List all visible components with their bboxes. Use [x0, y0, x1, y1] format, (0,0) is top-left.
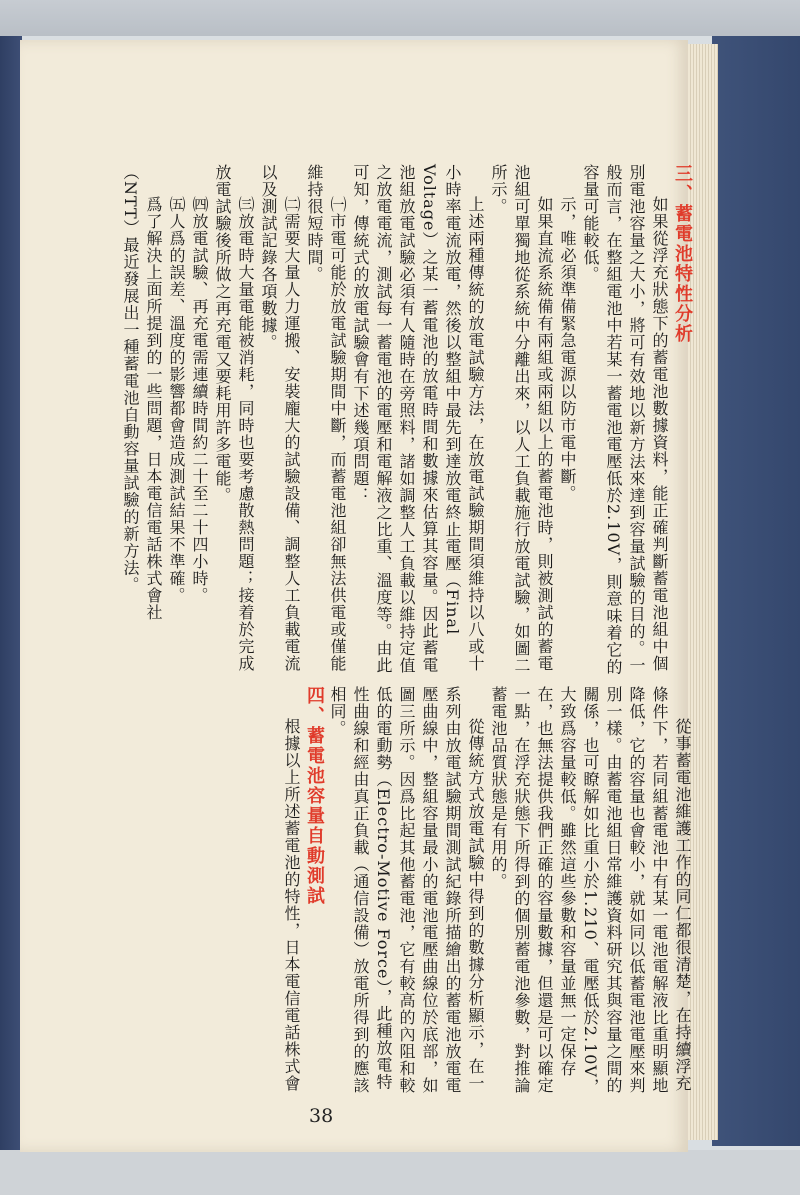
left-paragraph-1: 示，唯必須準備緊急電源以防市電中斷。: [558, 196, 577, 502]
left-paragraph-5: ㈡需要大量人力運搬、安裝龐大的試驗設備、調整人工負載電流以及測試記錄各項數據。: [259, 164, 301, 672]
left-paragraph-6: ㈢放電時大量電能被消耗，同時也要考慮散熱問題；接着於完成放電試驗後所做之再充電又要耗用許多電能。: [213, 164, 255, 672]
left-paragraph-2: 如果直流系統備有兩組或兩組以上的蓄電池時，則被測試的蓄電池組可單獨地從系統中分離出來，以人工負載施行放電試驗，如圖二所示。: [489, 164, 554, 674]
scan-top-band: [0, 0, 800, 36]
section3-paragraph-2: 從事蓄電池維護工作的同仁都很清楚，在持續浮充條件下，若同組蓄電池中有某一電池電解液比重明顯地降低，它的容量也會較小，就如同以低蓄電池電壓來判別一樣。由蓄電池組日常維護資料研究其與容量之間的關係，也可瞭解如比重小於1.210、電壓低於2.10V，大致爲容量較低。雖然這些參數和容量並無一定保存在，也無法提供我們正確的容量數據，但還是可以確定一點，在浮充狀態下所得到的個別蓄電池參數，對推論蓄電池品質狀態是有用的。: [489, 686, 692, 1095]
section3-heading: 三、蓄電池特性分析: [672, 164, 693, 344]
left-paragraph-4: ㈠市電可能於放電試驗期間中斷，而蓄電池組卻無法供電或僅能維持很短時間。: [305, 164, 347, 672]
section3-paragraph-1: 如果從浮充狀態下的蓄電池數據資料，能正確判斷蓄電池組中個別電池容量之大小，將可有效地以新方法來達到容量試驗的目的。一般而言，在整組電池中若某一蓄電池電壓低於2.10V，則意味着它的容量可能較低。: [581, 164, 669, 676]
left-paragraph-9: 爲了解決上面所提到的一些問題，日本電信電話株式會社（NTT）最近發展出一種蓄電池自動容量試驗的新方法。: [121, 164, 163, 621]
book-page: [20, 40, 693, 1152]
section3-paragraph-3: 從傳統方式放電試驗中得到的數據分析顯示，在一系列由放電試驗期間測試紀錄所描繪出的蓄電池放電電壓曲線中，整組容量最小的電池電壓曲線位於底部，如圖三所示。因爲比起其他蓄電池，它有較高的內阻和較低的電動勢（Electro-Motive Force），此種放電特性曲線和經由真正負載（通信設備）放電所得到的應該相同。: [328, 686, 485, 1094]
section4-paragraph-1: 根據以上所述蓄電池的特性，日本電信電話株式會: [282, 718, 301, 1092]
book-cover-right: [712, 36, 800, 1146]
top-text-block: [119, 164, 694, 684]
section4-heading: 四、蓄電池容量自動測試: [304, 686, 325, 906]
left-paragraph-7: ㈣放電試驗、再充電需連續時間約二十至二十四小時。: [190, 196, 209, 604]
bottom-text-block: [280, 686, 694, 1106]
left-paragraph-3: 上述兩種傳統的放電試驗方法，在放電試驗期間須維持以八或十小時率電流放電，然後以整組中最先到達放電終止電壓（Final Voltage）之某一蓄電池的放電時間和數據來估算其容量。因此蓄電池組放電試驗必須有人隨時在旁照料，諸如調整人工負載以維持定值之放電電流，測試每一蓄電池的電壓和電解液之比重、溫度等。由此可知，傳統式的放電試驗會有下述幾項問題：: [351, 164, 485, 674]
book-cover-left: [0, 36, 22, 1166]
page-number: 38: [309, 1105, 334, 1127]
scan-bottom-band: [0, 1150, 800, 1195]
left-paragraph-8: ㈤人爲的誤差、溫度的影響都會造成測試結果不準確。: [167, 196, 186, 604]
